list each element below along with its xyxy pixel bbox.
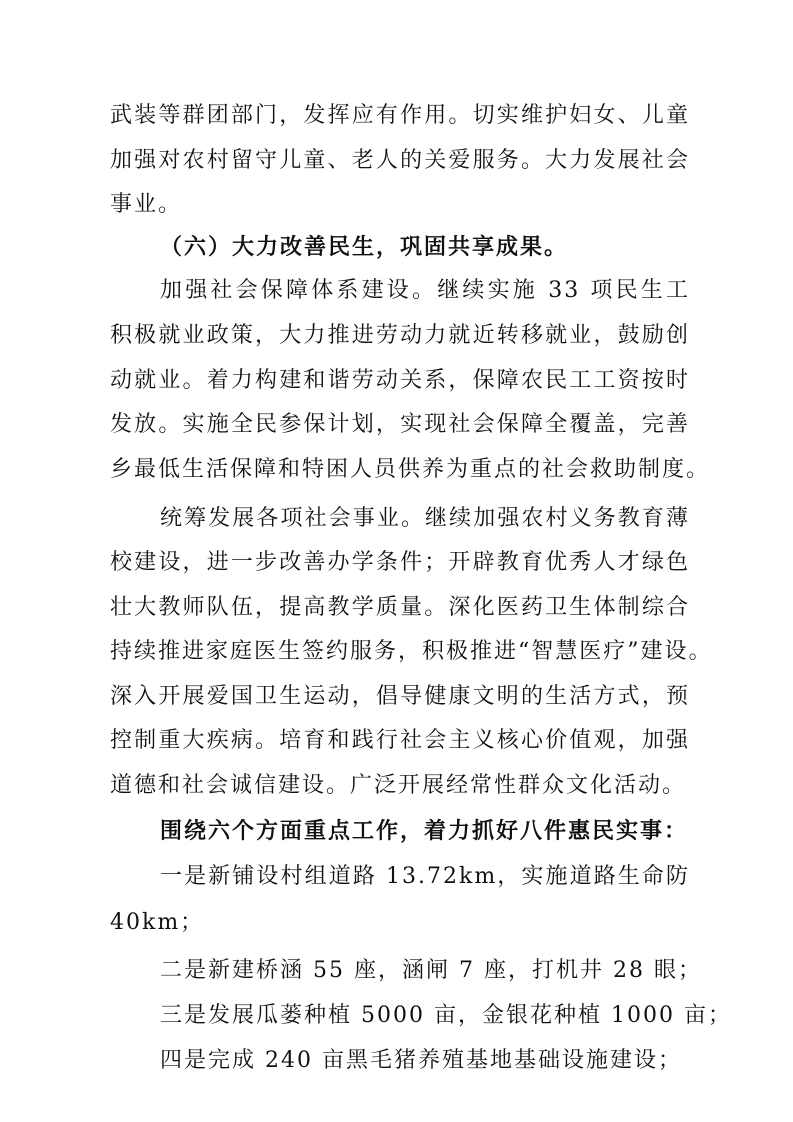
body-text-line: 积极就业政策，大力推进劳动力就近转移就业，鼓励创 (110, 323, 690, 348)
body-text-line: 动就业。着力构建和谐劳动关系，保障农民工工资按时 (110, 368, 690, 393)
section-heading: （六）大力改善民生，巩固共享成果。 (160, 234, 569, 260)
body-text-line: 乡最低生活保障和特困人员供养为重点的社会救助制度。 (110, 457, 711, 482)
paragraph-first-line: 统筹发展各项社会事业。继续加强农村义务教育薄 (160, 506, 690, 531)
list-item: 三是发展瓜蒌种植 5000 亩，金银花种植 1000 亩； (160, 1003, 732, 1028)
body-text-line: 壮大教师队伍，提高教学质量。深化医药卫生体制综合 (110, 595, 690, 620)
body-text-line: 发放。实施全民参保计划，实现社会保障全覆盖，完善 (110, 412, 690, 437)
list-item: 四是完成 240 亩黑毛猪养殖基地基础设施建设； (160, 1048, 682, 1073)
body-text-line: 控制重大疾病。培育和践行社会主义核心价值观，加强 (110, 728, 690, 753)
list-item: 二是新建桥涵 55 座，涵闸 7 座，打机井 28 眼； (160, 958, 702, 983)
body-text-line: 校建设，进一步改善办学条件；开辟教育优秀人才绿色 (110, 550, 690, 575)
body-text-line: 持续推进家庭医生签约服务，积极推进“智慧医疗”建设。 (110, 639, 713, 664)
body-text-line: 武装等群团部门，发挥应有作用。切实维护妇女、儿童 (110, 103, 690, 128)
body-text-line: 加强对农村留守儿童、老人的关爱服务。大力发展社会 (110, 148, 690, 173)
body-text-line: 深入开展爱国卫生运动，倡导健康文明的生活方式，预 (110, 684, 690, 709)
key-tasks-heading: 围绕六个方面重点工作，着力抓好八件惠民实事： (160, 818, 689, 844)
body-text-line: 事业。 (110, 192, 183, 217)
list-item-first-line: 一是新铺设村组道路 13.72km，实施道路生命防 (160, 864, 690, 889)
paragraph-first-line: 加强社会保障体系建设。继续实施 33 项民生工 (160, 278, 690, 303)
list-item-continuation: 40km； (110, 910, 205, 935)
body-text-line: 道德和社会诚信建设。广泛开展经常性群众文化活动。 (110, 773, 687, 798)
